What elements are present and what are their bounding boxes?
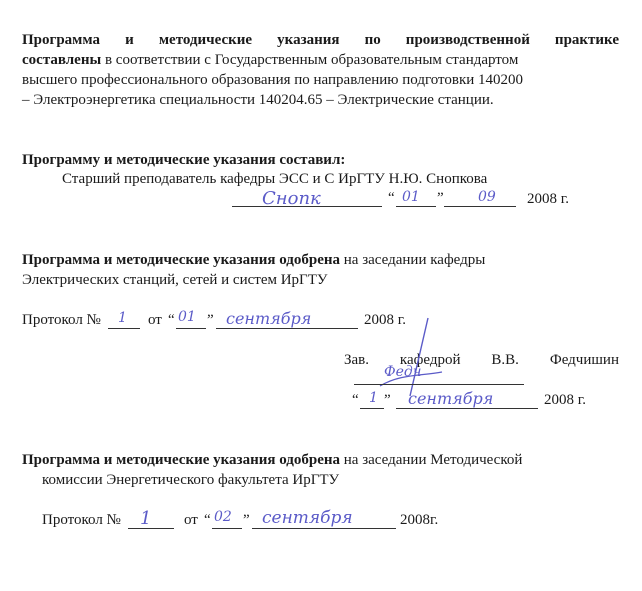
intro-line-1	[22, 32, 619, 49]
dept-head-month-line	[396, 408, 538, 409]
compiler-date-open-quote: “	[388, 190, 395, 206]
dept-head-title: Зав. кафедрой В.В. Федчишин	[344, 352, 619, 368]
dept-head-day: 1	[369, 390, 378, 406]
commission-month: сентября	[262, 508, 353, 528]
dept-day-line	[176, 328, 206, 329]
dept-head-signature: Федч	[384, 364, 422, 380]
compiler-day: 01	[402, 189, 420, 205]
commission-protocol-no: 1	[140, 508, 152, 529]
dept-head-year: 2008 г.	[544, 392, 586, 408]
commission-date-open-quote: “	[204, 512, 211, 528]
dept-ot: от	[148, 312, 162, 328]
commission-protocol-label: Протокол №	[42, 512, 121, 528]
dept-head-month: сентября	[408, 389, 494, 408]
dept-approval-line-1	[22, 252, 619, 269]
dept-date-open-quote: “	[168, 312, 175, 328]
intro-line-4: – Электроэнергетика специальности 140204.65 – Электрические станции.	[22, 92, 494, 108]
compiler-month: 09	[478, 189, 496, 205]
commission-date-close-quote: ”	[243, 512, 250, 528]
commission-approval-bold: Программа и методические указания одобрена	[22, 452, 341, 468]
dept-year: 2008 г.	[364, 312, 406, 328]
compiler-author: Старший преподаватель кафедры ЭСС и С ИрГТУ Н.Ю. Снопкова	[62, 171, 488, 187]
commission-approval-line-1	[22, 452, 619, 469]
compiler-date-close-quote: ”	[437, 190, 444, 206]
dept-month: сентября	[226, 309, 312, 328]
commission-approval-rest-1: на заседании Методической	[340, 452, 523, 468]
dept-approval-line-2: Электрических станций, сетей и систем ИрГТУ	[22, 272, 328, 288]
dept-approval-bold: Программа и методические указания одобрена	[22, 252, 341, 268]
dept-date-close-quote: ”	[207, 312, 214, 328]
commission-ot: от	[184, 512, 198, 528]
dept-protocol-no-line	[108, 328, 140, 329]
compiler-heading: Программу и методические указания составил:	[22, 152, 346, 168]
commission-approval-line-2: комиссии Энергетического факультета ИрГТУ	[42, 472, 340, 488]
dept-approval-rest-1: на заседании кафедры	[340, 252, 486, 268]
compiler-month-line	[444, 206, 516, 207]
dept-day: 01	[178, 309, 196, 325]
dept-head-day-line	[360, 408, 384, 409]
dept-head-date-open-quote: “	[352, 392, 359, 408]
dept-protocol-label: Протокол №	[22, 312, 101, 328]
dept-month-line	[216, 328, 358, 329]
intro-bold-compiled: составлены	[22, 52, 102, 68]
dept-protocol-no: 1	[118, 310, 127, 326]
dept-head-signature-line	[354, 384, 524, 385]
commission-day-line	[212, 528, 242, 529]
dept-head-date-close-quote: ”	[384, 392, 391, 408]
compiler-day-line	[396, 206, 436, 207]
commission-month-line	[252, 528, 396, 529]
intro-text-2: в соответствии с Государственным образовательным стандартом	[101, 52, 519, 68]
intro-line-2	[22, 52, 619, 69]
commission-day: 02	[214, 509, 232, 525]
compiler-year: 2008 г.	[527, 191, 569, 207]
dept-head-signature-mark	[370, 310, 470, 400]
intro-line-3: высшего профессионального образования по направлению подготовки 140200	[22, 72, 524, 88]
intro-bold-title: Программа и методические указания по производственной практике	[22, 32, 619, 48]
commission-year: 2008г.	[400, 512, 439, 528]
compiler-signature: Снопк	[262, 188, 321, 209]
